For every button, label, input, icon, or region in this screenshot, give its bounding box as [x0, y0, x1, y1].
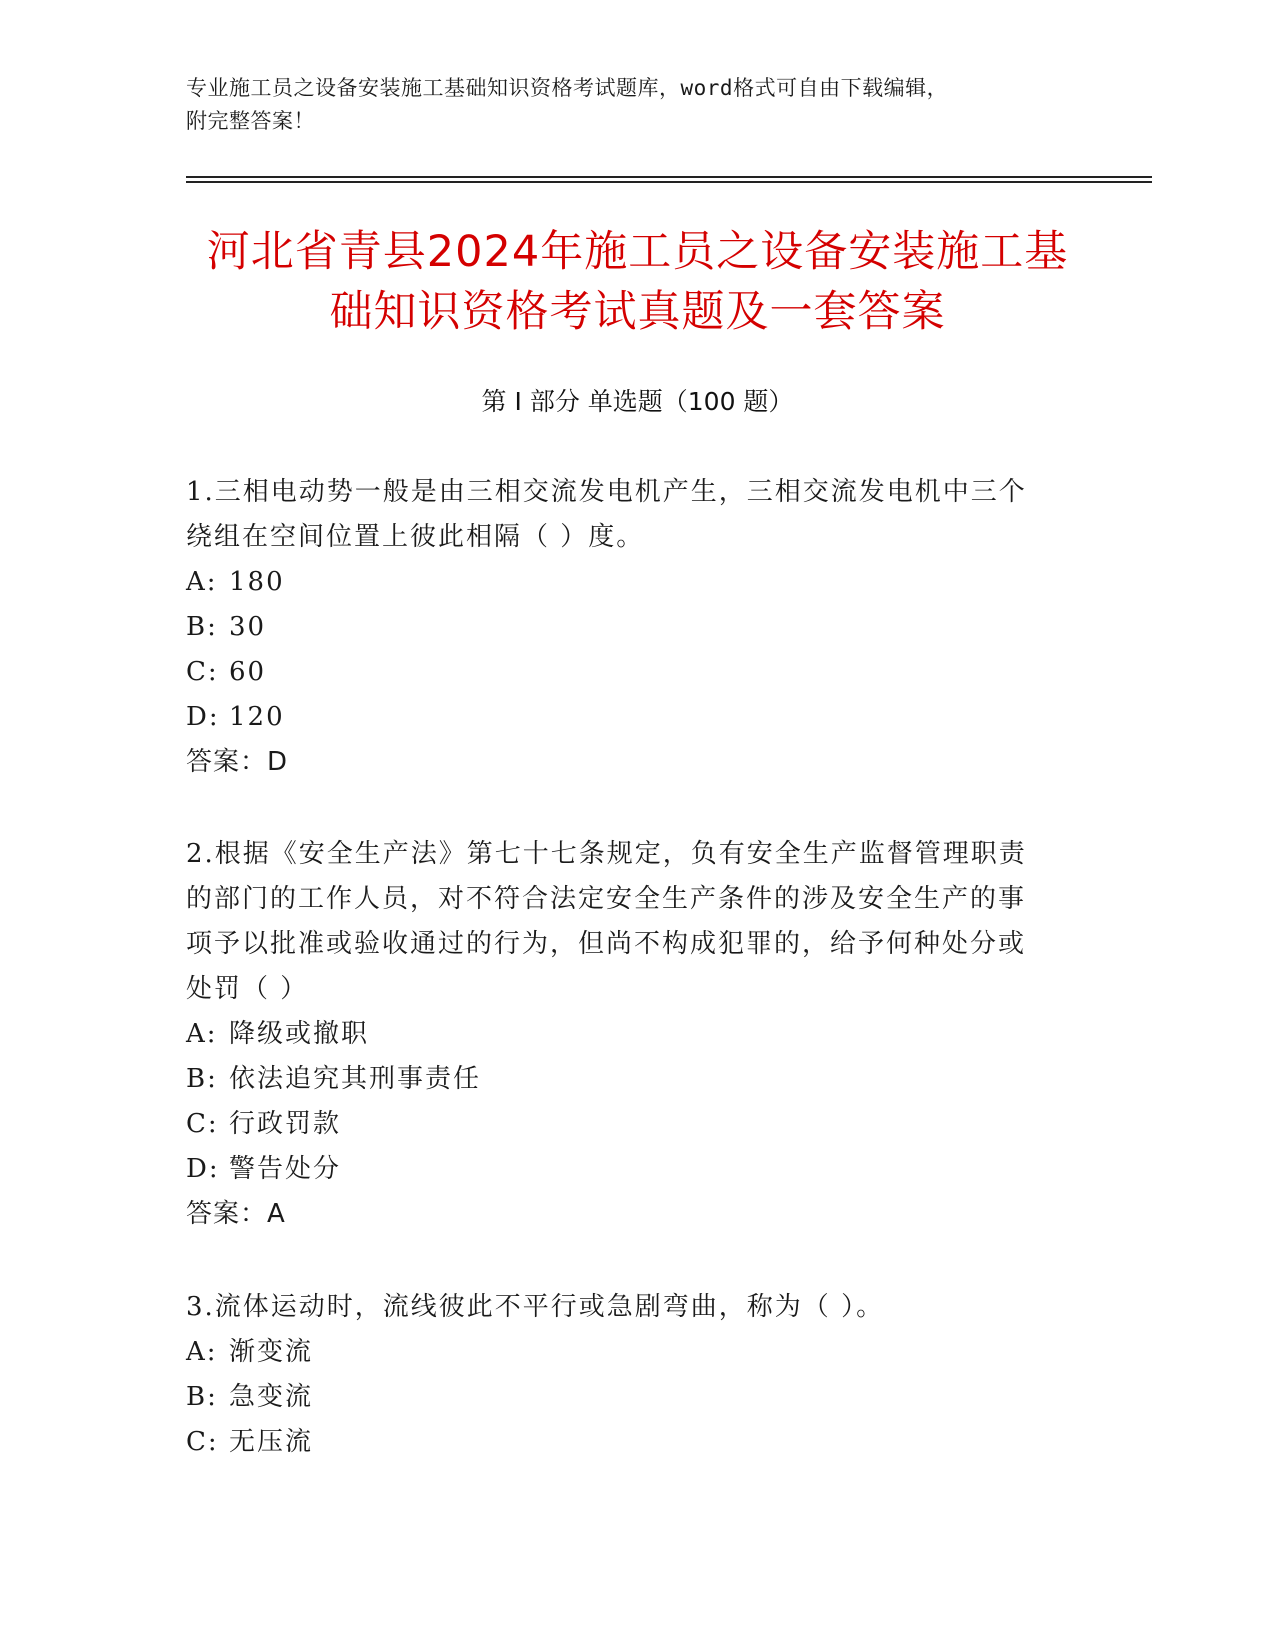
- option-c: [186, 1102, 1056, 1147]
- option-b: [186, 1375, 1056, 1420]
- option-letter: B:: [186, 612, 218, 642]
- document-title: [140, 222, 1135, 342]
- option-c: [186, 650, 1056, 695]
- option-b: [186, 605, 1056, 650]
- answer-line: 答案：A: [186, 1199, 286, 1229]
- option-text: 急变流: [229, 1382, 314, 1412]
- option-d: [186, 695, 1056, 740]
- option-letter: A:: [186, 1337, 218, 1367]
- option-letter: B:: [186, 1064, 218, 1094]
- question-stem-line: 3.流体运动时，流线彼此不平行或急剧弯曲，称为（ ）。: [186, 1292, 885, 1322]
- option-letter: D:: [186, 702, 220, 732]
- section-title: 第 I 部分 单选题（100 题）: [481, 387, 794, 416]
- header-note: [186, 72, 1086, 138]
- option-d: [186, 1147, 1056, 1192]
- question-stem-line: 1.三相电动势一般是由三相交流发电机产生，三相交流发电机中三个: [186, 477, 1027, 507]
- option-letter: C:: [186, 1427, 219, 1457]
- question-2: [186, 832, 1056, 1237]
- option-text: 180: [229, 567, 285, 597]
- option-letter: C:: [186, 1109, 219, 1139]
- option-letter: A:: [186, 1019, 218, 1049]
- question-stem-line: 的部门的工作人员，对不符合法定安全生产条件的涉及安全生产的事: [186, 884, 1027, 914]
- question-stem-line: 处罚（ ）: [186, 974, 309, 1004]
- option-text: 60: [229, 657, 267, 687]
- option-b: [186, 1057, 1056, 1102]
- option-text: 无压流: [229, 1427, 314, 1457]
- option-letter: A:: [186, 567, 218, 597]
- document-title-line-1: 河北省青县2024年施工员之设备安装施工基: [206, 227, 1069, 277]
- question-stem-line: 项予以批准或验收通过的行为，但尚不构成犯罪的，给予何种处分或: [186, 929, 1027, 959]
- option-text: 120: [229, 702, 285, 732]
- option-a: [186, 560, 1056, 605]
- option-letter: D:: [186, 1154, 220, 1184]
- header-divider-bottom: [186, 181, 1152, 183]
- option-c: [186, 1420, 1056, 1465]
- option-text: 警告处分: [229, 1154, 342, 1184]
- option-letter: C:: [186, 657, 219, 687]
- option-text: 依法追究其刑事责任: [229, 1064, 482, 1094]
- question-1: [186, 470, 1056, 785]
- option-text: 降级或撤职: [229, 1019, 370, 1049]
- answer-line: 答案：D: [186, 747, 289, 777]
- header-divider-top: [186, 176, 1152, 178]
- question-stem-line: 2.根据《安全生产法》第七十七条规定，负有安全生产监督管理职责: [186, 839, 1027, 869]
- question-stem-line: 绕组在空间位置上彼此相隔（ ）度。: [186, 522, 645, 552]
- option-text: 渐变流: [229, 1337, 314, 1367]
- option-letter: B:: [186, 1382, 218, 1412]
- option-a: [186, 1012, 1056, 1057]
- header-note-line-2: 附完整答案！: [186, 109, 315, 133]
- option-text: 30: [229, 612, 267, 642]
- document-title-line-2: 础知识资格考试真题及一套答案: [329, 287, 946, 337]
- header-note-line-1: 专业施工员之设备安装施工基础知识资格考试题库，word格式可自由下载编辑，: [186, 76, 949, 100]
- option-a: [186, 1330, 1056, 1375]
- option-text: 行政罚款: [229, 1109, 342, 1139]
- question-3: [186, 1285, 1056, 1465]
